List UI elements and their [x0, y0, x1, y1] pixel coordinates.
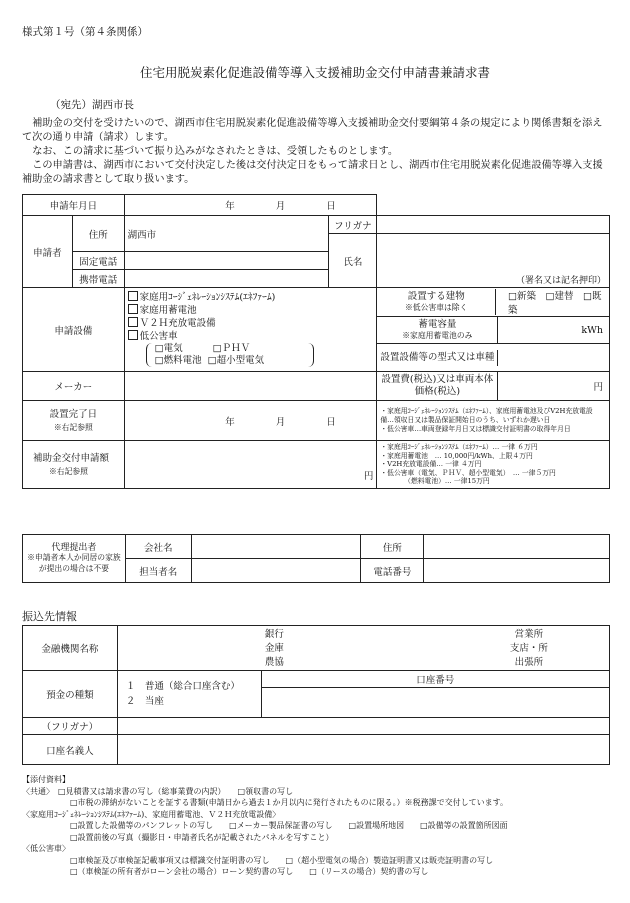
checkbox[interactable] — [128, 291, 138, 301]
checkbox[interactable] — [128, 304, 138, 314]
deposit-option[interactable]: ２ 当座 — [125, 696, 164, 707]
amount-note: ※右記参照 — [49, 466, 88, 476]
application-table — [22, 194, 610, 489]
name-label: 氏名 — [329, 234, 377, 288]
branch-type: 支店・所 — [509, 643, 548, 654]
deposit-option[interactable]: １ 普通（総合口座含む） — [125, 681, 240, 692]
branch-type: 出張所 — [514, 657, 544, 668]
attach-line: □設置前後の写真（撮影日・申請者氏名が記載されたパネルを写すこと） — [22, 832, 334, 842]
amount-note-item: ・家庭用蓄電池 … 10,000円/kWh、上限４万円 — [380, 451, 533, 460]
model-row — [377, 344, 610, 372]
deposit-type-label: 預金の種類 — [23, 671, 118, 718]
done-label-cell — [23, 401, 125, 441]
cost-row — [377, 372, 610, 401]
sign-note: （署名又は記名押印） — [515, 276, 606, 286]
amount-notes — [377, 441, 610, 489]
building-options[interactable]: □新築 □建替 □既築 — [508, 291, 602, 316]
address-field[interactable]: 湖西市 — [124, 216, 329, 252]
bank-heading: 振込先情報 — [22, 610, 77, 623]
attachments-list — [22, 774, 622, 878]
building-note: ※低公害車は除く — [405, 303, 468, 312]
form-number: 様式第１号（第４条関係） — [22, 26, 148, 38]
holder-label: 口座名義人 — [23, 735, 118, 765]
amount-note-item: ・V2H充放電設備… 一律 ４万円 — [380, 460, 482, 469]
day-label: 日 — [326, 201, 336, 212]
holder-field[interactable] — [117, 735, 609, 765]
building-label: 設置する建物 — [407, 291, 465, 302]
cost-field[interactable]: 円 — [593, 382, 603, 393]
branch-type: 営業所 — [514, 629, 544, 640]
agent-note: ※申請者本人か同居の家族が提出の場合は不要 — [27, 553, 121, 573]
month-label: 月 — [275, 201, 286, 212]
year-label: 年 — [225, 201, 235, 212]
capacity-label-cell — [377, 317, 498, 343]
date-label: 申請年月日 — [23, 195, 125, 216]
day-label: 日 — [326, 416, 336, 428]
agent-phone-field[interactable] — [424, 559, 610, 583]
intro-paragraph: 補助金の交付を受けたいので、湖西市住宅用脱炭素化促進設備等導入支援補助金交付要綱第４条の規定により関係書類を添えて次の通り申請（請求）します。 — [22, 118, 603, 143]
maker-field[interactable] — [124, 372, 377, 401]
car-opt[interactable]: □燃料電池 — [154, 355, 202, 366]
agent-label: 代理提出者 — [51, 542, 97, 553]
done-label: 設置完了日 — [49, 408, 98, 420]
attach-line: 【添付資料】 — [22, 775, 70, 784]
attach-line: 〈家庭用ｺｰｼﾞｪﾈﾚｰｼｮﾝｼｽﾃﾑ(ｴﾈﾌｧｰﾑ)、家庭用蓄電池、Ｖ２Ｈ充放電設備〉 — [22, 809, 281, 819]
mobile-label: 携帯電話 — [72, 270, 124, 288]
fixed-phone-label: 固定電話 — [72, 252, 124, 270]
done-note-item: ・家庭用ｺｰｼﾞｪﾈﾚｰｼｮﾝｼｽﾃﾑ（ｴﾈﾌｧｰﾑ）、家庭用蓄電池及びV2H充放電設備…領収日又は製品保証開始日のうち、いずれか遅い日 — [380, 407, 593, 424]
addressee: （宛先）湖西市長 — [50, 99, 134, 111]
address-label: 住所 — [72, 216, 124, 252]
holder-furigana-label: （フリガナ） — [23, 718, 118, 735]
yen-label: 円 — [363, 471, 374, 482]
agent-address-label: 住所 — [361, 535, 424, 559]
maker-label: メーカー — [23, 372, 125, 401]
intro-paragraph: この申請書は、湖西市において交付決定した後は交付決定日をもって請求日とし、湖西市住宅用脱炭素化促進設備等導入支援補助金の請求書として取り扱います。 — [22, 160, 603, 185]
equip-label: 家庭用蓄電池 — [139, 305, 197, 316]
bank-type: 金庫 — [264, 643, 284, 654]
amount-note-item: ・低公害車（電気、ＰＨＶ、超小型電気） … 一律５万円 — [380, 468, 556, 477]
intro-text — [22, 117, 612, 187]
equip-label: Ｖ２Ｈ充放電設備 — [139, 318, 216, 329]
equip-option[interactable] — [128, 330, 374, 343]
amount-note-item: ・家庭用ｺｰｼﾞｪﾈﾚｰｼｮﾝｼｽﾃﾑ（ｴﾈﾌｧｰﾑ）… 一律 ６万円 — [380, 443, 538, 452]
institution-field[interactable] — [117, 626, 609, 671]
agent-label-cell — [23, 535, 126, 583]
attach-line: □市税の滞納がないことを証する書類(申請日から過去１か月以内に発行されたものに限る。）※税務課で交付しています。 — [22, 798, 509, 807]
form-title: 住宅用脱炭素化促進設備等導入支援補助金交付申請書兼請求書 — [139, 65, 490, 80]
bank-type: 農協 — [264, 657, 284, 668]
bank-type-left — [265, 628, 284, 670]
name-field[interactable] — [377, 234, 610, 288]
attach-line: 〈共通〉 □見積書又は請求書の写し（総事業費の内訳） □領収書の写し — [22, 786, 294, 796]
deposit-type-field[interactable] — [117, 671, 261, 718]
intro-paragraph: なお、この請求に基づいて振り込みがなされたときは、受領したものとします。 — [32, 146, 399, 157]
amount-field[interactable] — [124, 441, 377, 489]
person-label: 担当者名 — [125, 559, 191, 583]
capacity-field[interactable]: kWh — [581, 324, 603, 336]
account-no-label: 口座番号 — [261, 671, 609, 688]
amount-label: 補助金交付申請額 — [33, 452, 110, 464]
fixed-phone-field[interactable] — [124, 252, 329, 270]
car-options — [146, 343, 314, 367]
amount-label-cell — [23, 441, 125, 489]
agent-address-field[interactable] — [424, 535, 610, 559]
attach-line: □車検証及び車検証記載事項又は標識交付証明書の写し □（超小型電気の場合）製造証明書又は販売証明書の写し — [22, 855, 494, 865]
year-label: 年 — [225, 416, 235, 428]
attach-line: □（車検証の所有者がローン会社の場合）ローン契約書の写し □（リースの場合）契約書の写し — [22, 867, 429, 876]
bank-type: 銀行 — [264, 629, 284, 640]
car-opt[interactable]: □超小型電気 — [207, 355, 265, 366]
capacity-row — [377, 317, 610, 344]
equip-label: 低公害車 — [139, 331, 178, 342]
equip-option[interactable] — [128, 304, 374, 317]
company-field[interactable] — [191, 535, 361, 559]
model-label: 設置設備等の型式又は車種 — [377, 350, 498, 366]
bank-table — [22, 625, 610, 765]
checkbox[interactable] — [128, 330, 138, 340]
equipment-options — [124, 288, 377, 372]
furigana-label: フリガナ — [329, 216, 377, 234]
equip-label: 家庭用ｺｰｼﾞｪﾈﾚｰｼｮﾝｼｽﾃﾑ(ｴﾈﾌｧｰﾑ) — [139, 292, 276, 303]
car-opt[interactable]: □電気 — [154, 343, 183, 354]
company-label: 会社名 — [125, 535, 191, 559]
applicant-label: 申請者 — [23, 216, 73, 288]
institution-label: 金融機関名称 — [23, 626, 118, 671]
account-no-field[interactable] — [261, 688, 609, 718]
capacity-label: 蓄電容量 — [418, 319, 457, 330]
date-field[interactable] — [124, 195, 377, 216]
furigana-field[interactable] — [377, 216, 610, 234]
equip-option[interactable] — [128, 317, 374, 330]
done-date-field[interactable] — [124, 401, 377, 441]
capacity-note: ※家庭用蓄電池のみ — [402, 331, 473, 340]
branch-type-right — [501, 628, 557, 670]
done-note-item: ・低公害車…車両登録年月日又は標識交付証明書の取得年月日 — [380, 425, 571, 433]
person-field[interactable] — [191, 559, 361, 583]
agent-table — [22, 534, 610, 583]
attach-line: □設置した設備等のパンフレットの写し □メーカー製品保証書の写し □設置場所地図 □設備等の設置箇所図面 — [22, 821, 508, 830]
done-note: ※右記参照 — [53, 422, 93, 432]
equip-option[interactable] — [128, 291, 374, 304]
car-opt[interactable]: □ＰＨＶ — [212, 343, 251, 354]
checkbox[interactable] — [128, 317, 138, 327]
done-notes — [377, 401, 610, 441]
month-label: 月 — [275, 416, 286, 428]
building-row — [377, 288, 610, 317]
mobile-field[interactable] — [124, 270, 329, 288]
holder-furigana-field[interactable] — [117, 718, 609, 735]
attach-line: 〈低公害車〉 — [22, 844, 70, 853]
cost-label: 設置費(税込)又は車両本体価格(税込) — [377, 372, 498, 400]
amount-note-item: （燃料電池）… 一律15万円 — [380, 477, 490, 486]
agent-phone-label: 電話番号 — [361, 559, 424, 583]
building-label-cell — [377, 289, 496, 315]
equipment-label: 申請設備 — [23, 288, 125, 372]
blank-cell — [377, 195, 610, 216]
